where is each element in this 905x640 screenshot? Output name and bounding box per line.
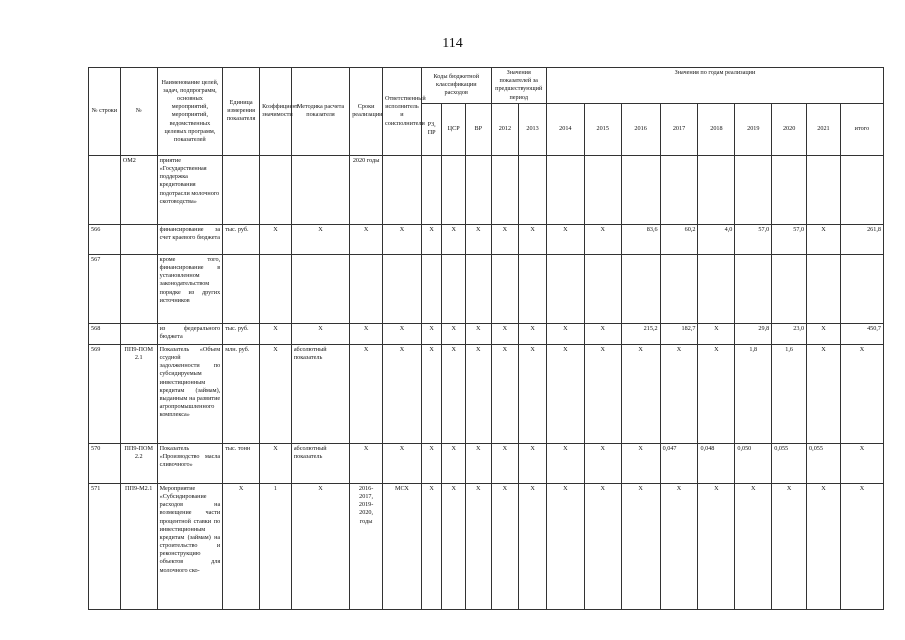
cell-2015 [584, 254, 621, 323]
header-resp: Ответственный исполнитель и соисполнители [382, 68, 421, 156]
table-row [89, 483, 884, 609]
cell-rz: X [421, 323, 441, 344]
cell-coef: X [260, 344, 292, 443]
cell-2014: X [546, 483, 584, 609]
cell-2012: X [491, 323, 519, 344]
cell-unit [223, 155, 260, 224]
cell-terms [350, 254, 383, 323]
cell-2019: 1,8 [735, 344, 772, 443]
header-2017: 2017 [660, 103, 698, 155]
header-2014: 2014 [546, 103, 584, 155]
header-2018: 2018 [698, 103, 735, 155]
cell-vr: X [465, 483, 491, 609]
cell-2015: X [584, 344, 621, 443]
cell-resp: X [382, 344, 421, 443]
header-rz: РЗ, ПР [421, 103, 441, 155]
cell-2017: 182,7 [660, 323, 698, 344]
cell-no: ОМ2 [120, 155, 157, 224]
cell-coef: X [260, 443, 292, 483]
cell-2012: X [491, 483, 519, 609]
cell-2020: 0,055 [772, 443, 807, 483]
cell-vr [465, 155, 491, 224]
cell-2019 [735, 254, 772, 323]
cell-total [840, 254, 883, 323]
cell-total: 261,8 [840, 224, 883, 254]
header-method: Методика расчета показателя [291, 68, 349, 156]
cell-row-no [89, 155, 121, 224]
header-budget-codes: Коды бюджетной классификации расходов [421, 68, 491, 104]
table-row [89, 224, 884, 254]
cell-2016: X [621, 344, 660, 443]
cell-no [120, 224, 157, 254]
cell-2020: 23,0 [772, 323, 807, 344]
cell-2019: 57,0 [735, 224, 772, 254]
cell-coef [260, 155, 292, 224]
cell-2016 [621, 155, 660, 224]
cell-2021 [807, 254, 841, 323]
cell-2012: X [491, 224, 519, 254]
cell-2015: X [584, 443, 621, 483]
cell-row-no: 566 [89, 224, 121, 254]
cell-method: абсолютный показатель [291, 443, 349, 483]
cell-no [120, 254, 157, 323]
cell-total: X [840, 483, 883, 609]
cell-2021: X [807, 344, 841, 443]
cell-resp [382, 155, 421, 224]
cell-method: X [291, 483, 349, 609]
cell-total: X [840, 344, 883, 443]
cell-csr [442, 155, 466, 224]
cell-terms: 2016-2017, 2019-2020, годы [350, 483, 383, 609]
cell-2016: X [621, 443, 660, 483]
cell-unit: X [223, 483, 260, 609]
header-terms: Сроки реализации [350, 68, 383, 156]
cell-rz: X [421, 224, 441, 254]
table-row [89, 323, 884, 344]
header-coef: Коэффициент значимости [260, 68, 292, 156]
cell-2016: 83,6 [621, 224, 660, 254]
table-row [89, 344, 884, 443]
cell-2019: 0,050 [735, 443, 772, 483]
header-2020: 2020 [772, 103, 807, 155]
cell-row-no: 568 [89, 323, 121, 344]
header-csr: ЦСР [442, 103, 466, 155]
cell-2012: X [491, 344, 519, 443]
cell-2013 [519, 254, 547, 323]
cell-2017: X [660, 344, 698, 443]
cell-coef: 1 [260, 483, 292, 609]
cell-method: X [291, 224, 349, 254]
cell-resp: X [382, 224, 421, 254]
header-2013: 2013 [519, 103, 547, 155]
cell-2016: X [621, 483, 660, 609]
cell-resp: X [382, 323, 421, 344]
cell-no: ПП9-ПОМ 2.1 [120, 344, 157, 443]
cell-2018: X [698, 483, 735, 609]
indicators-table [88, 67, 884, 610]
cell-resp: МСХ [382, 483, 421, 609]
cell-vr: X [465, 443, 491, 483]
cell-no: ПП9-ПОМ 2.2 [120, 443, 157, 483]
cell-2018 [698, 254, 735, 323]
cell-2013: X [519, 323, 547, 344]
cell-2020: 57,0 [772, 224, 807, 254]
header-unit: Единица измерения показателя [223, 68, 260, 156]
cell-no [120, 323, 157, 344]
cell-2014 [546, 254, 584, 323]
header-years-values: Значения по годам реализации [546, 68, 883, 104]
table-row [89, 443, 884, 483]
cell-coef: X [260, 323, 292, 344]
cell-2015 [584, 155, 621, 224]
cell-vr [465, 254, 491, 323]
cell-2012: X [491, 443, 519, 483]
cell-vr: X [465, 224, 491, 254]
cell-name: приятие «Государственная поддержка кредитования подотрасли молочного скотоводства» [157, 155, 223, 224]
cell-method: абсолютный показатель [291, 344, 349, 443]
header-vr: ВР [465, 103, 491, 155]
cell-2018 [698, 155, 735, 224]
header-total: итого [840, 103, 883, 155]
cell-csr: X [442, 323, 466, 344]
cell-vr: X [465, 323, 491, 344]
cell-2017: 60,2 [660, 224, 698, 254]
cell-unit: тыс. тонн [223, 443, 260, 483]
cell-csr: X [442, 224, 466, 254]
cell-total: 450,7 [840, 323, 883, 344]
cell-2021: X [807, 323, 841, 344]
cell-2019: 29,8 [735, 323, 772, 344]
cell-unit: тыс. руб. [223, 323, 260, 344]
cell-2015: X [584, 323, 621, 344]
cell-total: X [840, 443, 883, 483]
cell-2015: X [584, 224, 621, 254]
header-prev-values: Значения показателей за предшествующий период [491, 68, 546, 104]
cell-method [291, 254, 349, 323]
cell-csr: X [442, 443, 466, 483]
cell-row-no: 567 [89, 254, 121, 323]
cell-unit [223, 254, 260, 323]
cell-csr [442, 254, 466, 323]
cell-2012 [491, 254, 519, 323]
cell-unit: тыс. руб. [223, 224, 260, 254]
cell-resp [382, 254, 421, 323]
table-row [89, 254, 884, 323]
cell-2020: 1,6 [772, 344, 807, 443]
cell-2017 [660, 155, 698, 224]
cell-row-no: 571 [89, 483, 121, 609]
table-body [89, 155, 884, 609]
cell-2018: X [698, 323, 735, 344]
cell-2021: 0,055 [807, 443, 841, 483]
cell-row-no: 569 [89, 344, 121, 443]
cell-2021: X [807, 483, 841, 609]
cell-2019: X [735, 483, 772, 609]
cell-terms: X [350, 443, 383, 483]
header-2012: 2012 [491, 103, 519, 155]
cell-csr: X [442, 344, 466, 443]
cell-2020: X [772, 483, 807, 609]
cell-row-no: 570 [89, 443, 121, 483]
cell-2013: X [519, 224, 547, 254]
header-2015: 2015 [584, 103, 621, 155]
cell-2013: X [519, 344, 547, 443]
header-name: Наименование целей, задач, подпрограмм, основных мероприятий, мероприятий, ведомственных целевых программ, показателей [157, 68, 223, 156]
cell-rz: X [421, 483, 441, 609]
cell-coef [260, 254, 292, 323]
cell-2017: X [660, 483, 698, 609]
header-row-no: № строки [89, 68, 121, 156]
cell-name: из федерального бюджета [157, 323, 223, 344]
cell-coef: X [260, 224, 292, 254]
cell-2013: X [519, 443, 547, 483]
cell-2014: X [546, 443, 584, 483]
cell-2012 [491, 155, 519, 224]
cell-2015: X [584, 483, 621, 609]
cell-unit: млн. руб. [223, 344, 260, 443]
cell-rz: X [421, 443, 441, 483]
cell-rz: X [421, 344, 441, 443]
table-header [89, 68, 884, 156]
cell-name: Показатель «Производство масла сливочного» [157, 443, 223, 483]
cell-rz [421, 254, 441, 323]
cell-name: кроме того, финансирование в установленном законодательством порядке из других источников [157, 254, 223, 323]
cell-2018: 4,0 [698, 224, 735, 254]
cell-2018: X [698, 344, 735, 443]
cell-resp: X [382, 443, 421, 483]
cell-rz [421, 155, 441, 224]
cell-name: Показатель «Объем ссудной задолженности по субсидируемым инвестиционным кредитам (займам), выданным на развитие агропромышленного комплекса» [157, 344, 223, 443]
cell-2016 [621, 254, 660, 323]
cell-terms: X [350, 323, 383, 344]
header-2019: 2019 [735, 103, 772, 155]
cell-2014: X [546, 323, 584, 344]
cell-vr: X [465, 344, 491, 443]
cell-2014: X [546, 344, 584, 443]
cell-terms: 2020 годы [350, 155, 383, 224]
cell-method [291, 155, 349, 224]
cell-terms: X [350, 224, 383, 254]
cell-2013 [519, 155, 547, 224]
table-row [89, 155, 884, 224]
cell-2017 [660, 254, 698, 323]
cell-2020 [772, 155, 807, 224]
cell-name: Мероприятие «Субсидирование расходов на возмещение части процентной ставки по инвестиционным кредитам (займам) на строительство и реконструкцию объектов для молочного ско- [157, 483, 223, 609]
cell-2016: 215,2 [621, 323, 660, 344]
cell-2021: X [807, 224, 841, 254]
cell-2019 [735, 155, 772, 224]
cell-2014 [546, 155, 584, 224]
cell-name: финансирование за счет краевого бюджета [157, 224, 223, 254]
cell-terms: X [350, 344, 383, 443]
page-number: 114 [442, 36, 463, 51]
cell-2017: 0,047 [660, 443, 698, 483]
header-2016: 2016 [621, 103, 660, 155]
cell-2018: 0,048 [698, 443, 735, 483]
cell-csr: X [442, 483, 466, 609]
cell-method: X [291, 323, 349, 344]
cell-2013: X [519, 483, 547, 609]
header-2021: 2021 [807, 103, 841, 155]
cell-no: ПП9-М2.1 [120, 483, 157, 609]
cell-2020 [772, 254, 807, 323]
cell-2021 [807, 155, 841, 224]
header-no: № [120, 68, 157, 156]
cell-2014: X [546, 224, 584, 254]
cell-total [840, 155, 883, 224]
